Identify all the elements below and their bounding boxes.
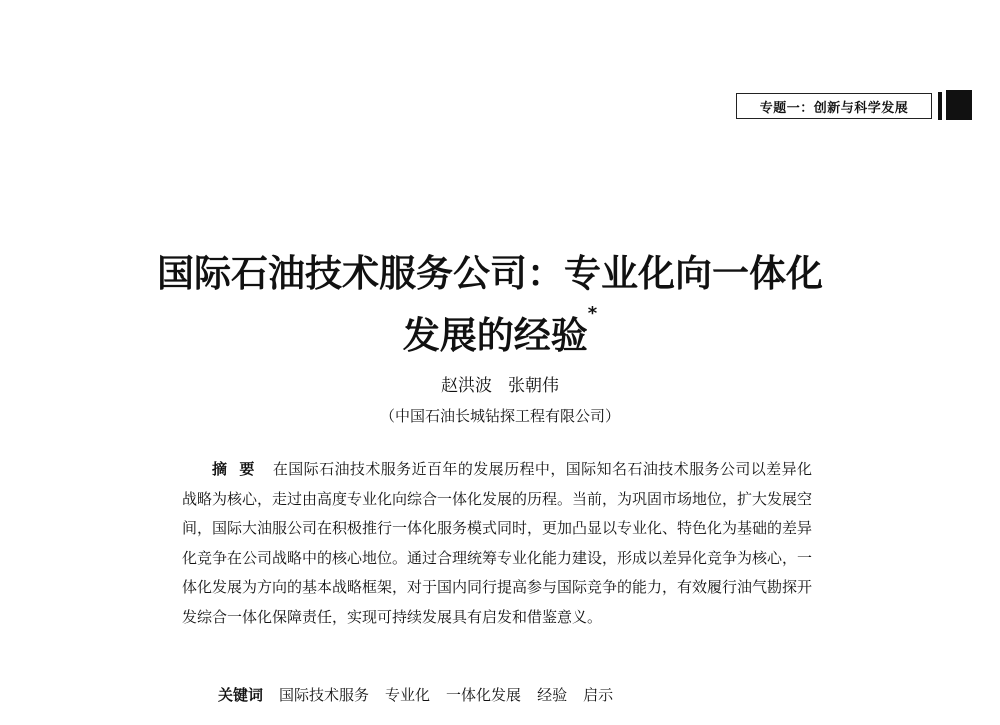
keyword-item: 经验 [537,686,568,704]
keyword-item: 国际技术服务 [279,686,370,704]
abstract [182,455,812,632]
affiliation: （中国石油长城钻探工程有限公司） [379,407,620,425]
keywords-label: 关键词 [218,686,264,704]
title-line-1: 国际石油技术服务公司：专业化向一体化 [157,252,823,295]
keywords [218,684,629,705]
article-title [0,243,1000,367]
title-line-2-wrap [0,305,1000,367]
header-decoration-thin-bar [938,92,942,120]
title-line-2: 发展的经验 [402,314,588,357]
author-name: 张朝伟 [508,376,559,396]
keyword-item: 专业化 [385,686,431,704]
abstract-label: 摘要 [212,460,267,478]
authors [0,371,1000,396]
section-header-label: 专题一：创新与科学发展 [736,93,932,119]
keyword-item: 启示 [583,686,614,704]
title-footnote-mark: * [587,303,598,324]
header-decoration-block [946,90,972,120]
abstract-text: 在国际石油技术服务近百年的发展历程中，国际知名石油技术服务公司以差异化战略为核心，走过由高度专业化向综合一体化发展的历程。当前，为巩固市场地位，扩大发展空间，国际大油服公司在积极推行一体化服务模式同时，更加凸显以专业化、特色化为基础的差异化竞争在公司战略中的核心地位。通过合理统筹专业化能力建设，形成以差异化竞争为核心，一体化发展为方向的基本战略框架，对于国内同行提高参与国际竞争的能力，有效履行油气勘探开发综合一体化保障责任，实现可持续发展具有启发和借鉴意义。 [182,460,813,626]
keyword-item: 一体化发展 [446,686,522,704]
author-name: 赵洪波 [441,376,492,396]
